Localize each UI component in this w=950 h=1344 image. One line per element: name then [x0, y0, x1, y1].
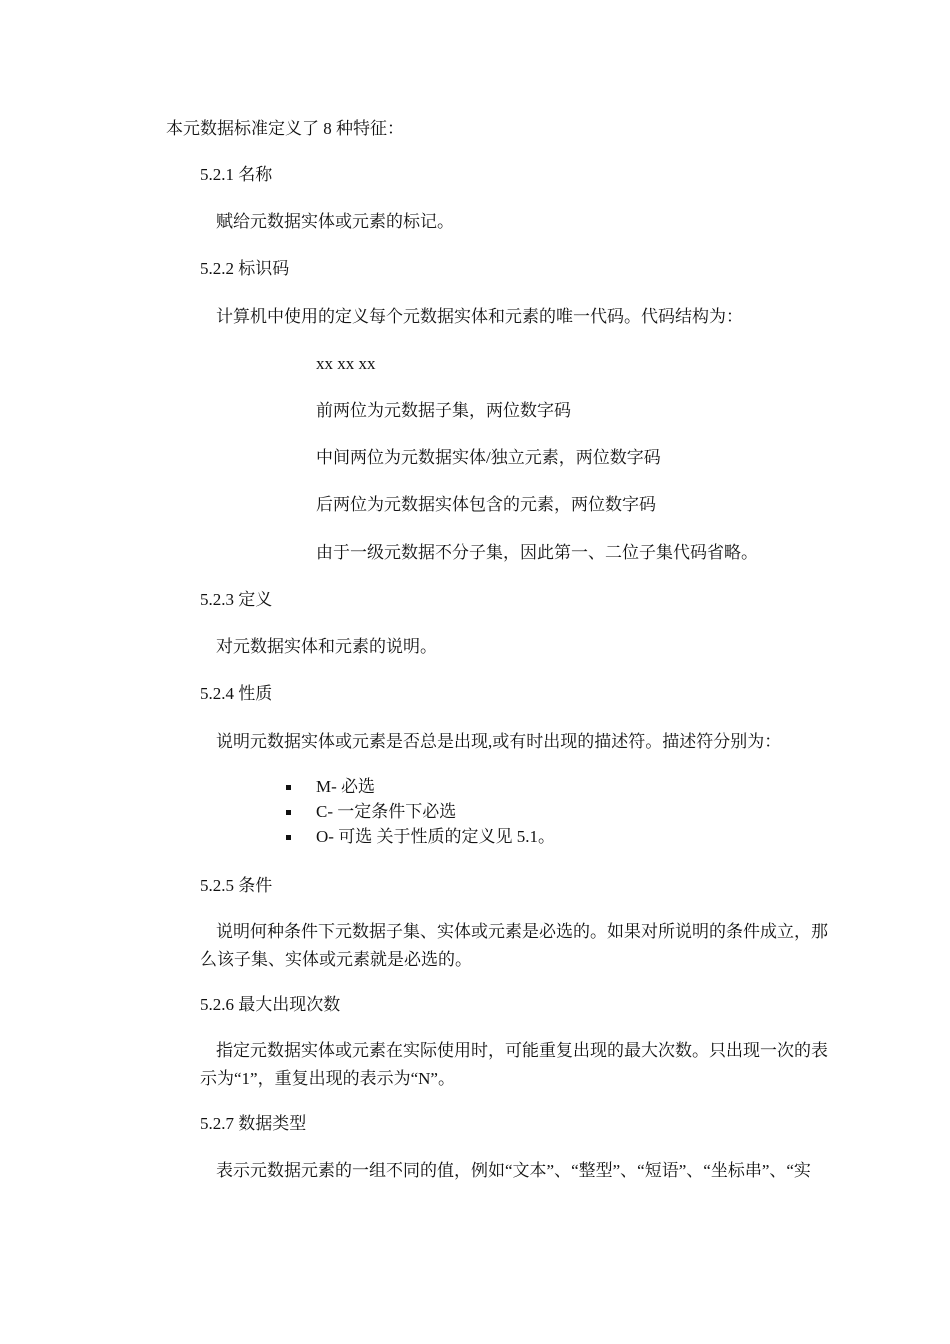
code-desc-line: 由于一级元数据不分子集，因此第一、二位子集代码省略。 [316, 543, 758, 562]
intro-text: 本元数据标准定义了 8 种特征： [166, 119, 404, 138]
heading-5-2-5: 5.2.5 条件 [200, 876, 273, 895]
list-item [286, 776, 555, 801]
text-5-2-3: 对元数据实体和元素的说明。 [216, 637, 437, 656]
list-item [286, 826, 555, 851]
bullet-icon [286, 785, 291, 790]
code-format-line: xx xx xx [316, 354, 376, 373]
heading-5-2-2: 5.2.2 标识码 [200, 259, 290, 278]
list-item-label: C- 一定条件下必选 [316, 802, 457, 821]
bullet-icon [286, 835, 291, 840]
property-bullet-list [286, 776, 555, 851]
code-desc-line: 中间两位为元数据实体/独立元素，两位数字码 [316, 448, 661, 467]
heading-5-2-3: 5.2.3 定义 [200, 590, 273, 609]
text-5-2-5: 说明何种条件下元数据子集、实体或元素是必选的。如果对所说明的条件成立，那么该子集、实体或元素就是必选的。 [200, 922, 828, 969]
heading-5-2-4: 5.2.4 性质 [200, 684, 273, 703]
code-desc-line: 前两位为元数据子集，两位数字码 [316, 401, 571, 420]
text-5-2-6: 指定元数据实体或元素在实际使用时，可能重复出现的最大次数。只出现一次的表示为“1”，重复出现的表示为“N”。 [200, 1041, 828, 1088]
bullet-icon [286, 810, 291, 815]
text-5-2-7: 表示元数据元素的一组不同的值，例如“文本”、“整型”、“短语”、“坐标串”、“实 [216, 1161, 811, 1180]
text-5-2-2: 计算机中使用的定义每个元数据实体和元素的唯一代码。代码结构为： [216, 307, 743, 326]
list-item [286, 801, 555, 826]
text-5-2-1: 赋给元数据实体或元素的标记。 [216, 212, 454, 231]
code-desc-line: 后两位为元数据实体包含的元素，两位数字码 [316, 495, 656, 514]
list-item-label: M- 必选 [316, 777, 376, 796]
heading-5-2-6: 5.2.6 最大出现次数 [200, 995, 341, 1014]
list-item-label: O- 可选 关于性质的定义见 5.1。 [316, 827, 555, 846]
text-5-2-4: 说明元数据实体或元素是否总是出现,或有时出现的描述符。描述符分别为： [216, 732, 782, 751]
heading-5-2-7: 5.2.7 数据类型 [200, 1114, 307, 1133]
heading-5-2-1: 5.2.1 名称 [200, 165, 273, 184]
